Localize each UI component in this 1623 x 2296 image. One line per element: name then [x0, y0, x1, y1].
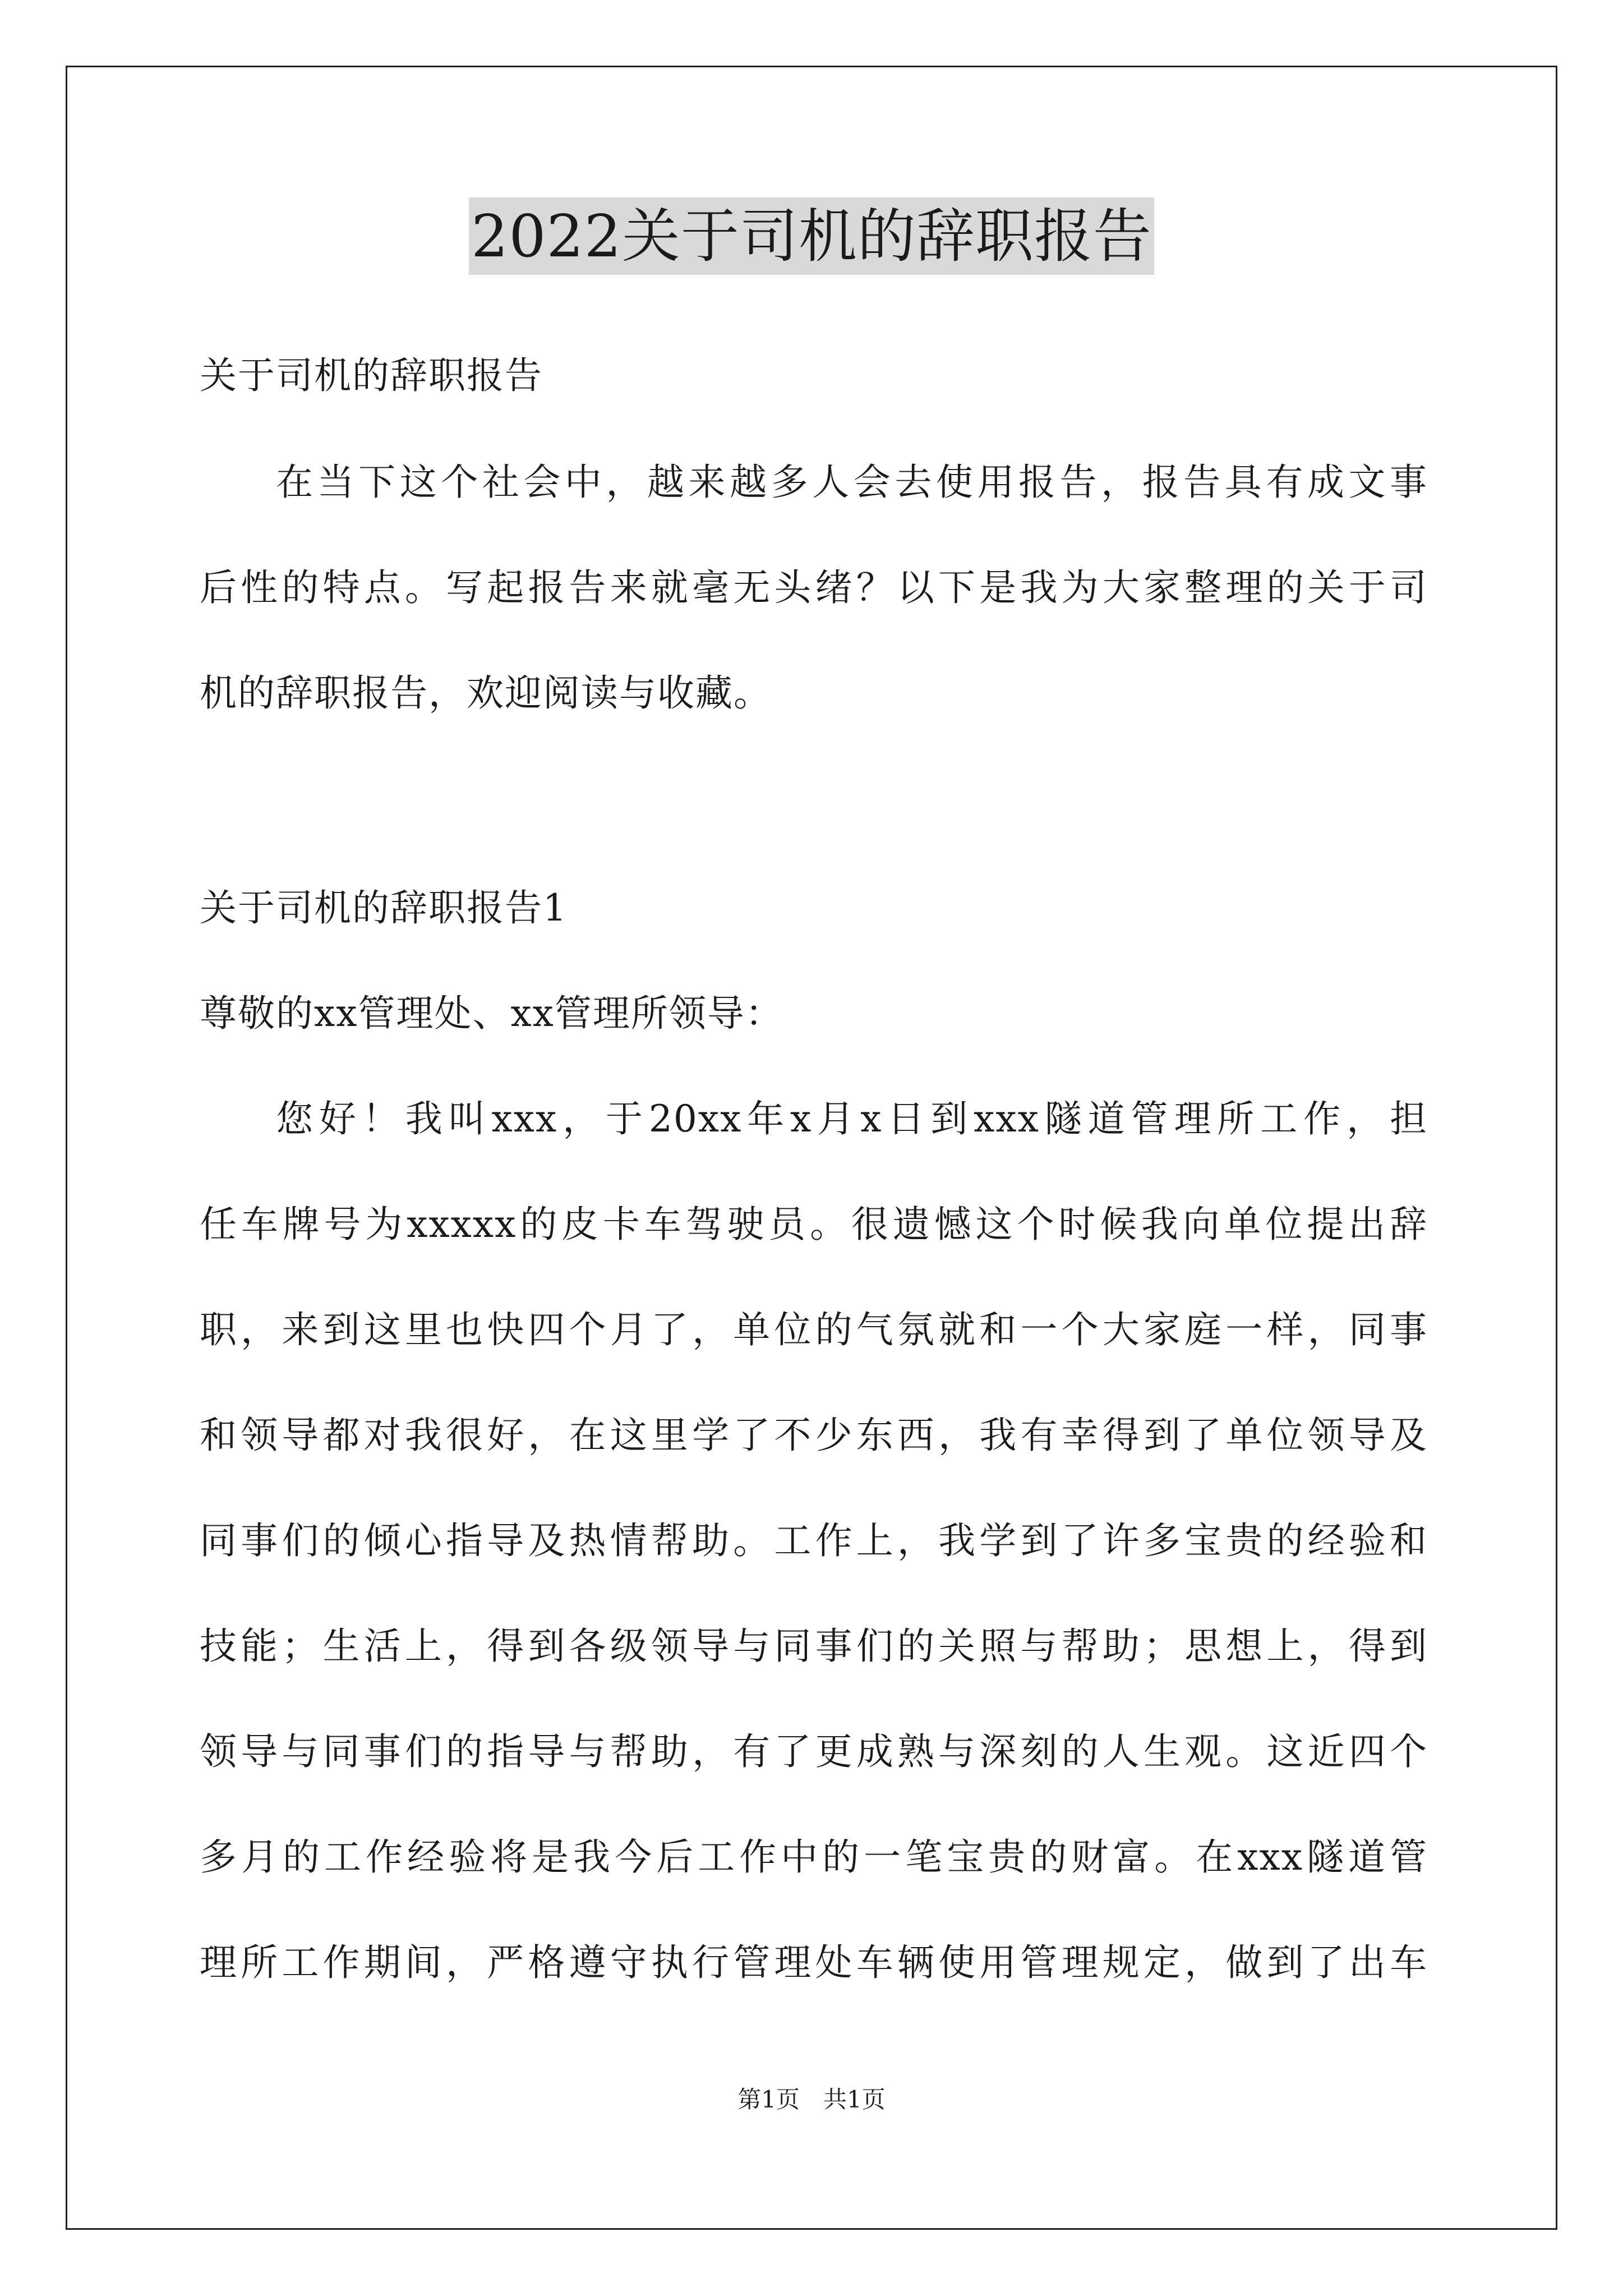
- subtitle-line: 关于司机的辞职报告: [200, 354, 543, 397]
- page-footer: 第1页 共1页: [737, 2086, 886, 2113]
- salutation-line: 尊敬的xx管理处、xx管理所领导：: [200, 992, 783, 1035]
- paragraph-line: 您好！我叫xxx，于20xx年x月x日到xxx隧道管理所工作，担: [276, 1097, 1428, 1140]
- paragraph-line: 职，来到这里也快四个月了，单位的气氛就和一个大家庭一样，同事: [200, 1308, 1428, 1351]
- section-heading: 关于司机的辞职报告1: [200, 886, 568, 930]
- paragraph-line: 同事们的倾心指导及热情帮助。工作上，我学到了许多宝贵的经验和: [200, 1519, 1428, 1562]
- paragraph-line: 机的辞职报告，欢迎阅读与收藏。: [200, 671, 772, 715]
- paragraph-line: 领导与同事们的指导与帮助，有了更成熟与深刻的人生观。这近四个: [200, 1730, 1428, 1773]
- paragraph-line: 在当下这个社会中，越来越多人会去使用报告，报告具有成文事: [276, 461, 1428, 504]
- title-wrapper: [0, 197, 1623, 275]
- paragraph-line: 多月的工作经验将是我今后工作中的一笔宝贵的财富。在xxx隧道管: [200, 1835, 1428, 1879]
- paragraph-line: 后性的特点。写起报告来就毫无头绪？以下是我为大家整理的关于司: [200, 566, 1428, 609]
- paragraph-line: 技能；生活上，得到各级领导与同事们的关照与帮助；思想上，得到: [200, 1625, 1428, 1668]
- paragraph-line: 任车牌号为xxxxx的皮卡车驾驶员。很遗憾这个时候我向单位提出辞: [200, 1203, 1428, 1246]
- paragraph-line: 和领导都对我很好，在这里学了不少东西，我有幸得到了单位领导及: [200, 1414, 1428, 1457]
- document-title: 2022关于司机的辞职报告: [469, 197, 1154, 275]
- paragraph-line: 理所工作期间，严格遵守执行管理处车辆使用管理规定，做到了出车: [200, 1941, 1428, 1984]
